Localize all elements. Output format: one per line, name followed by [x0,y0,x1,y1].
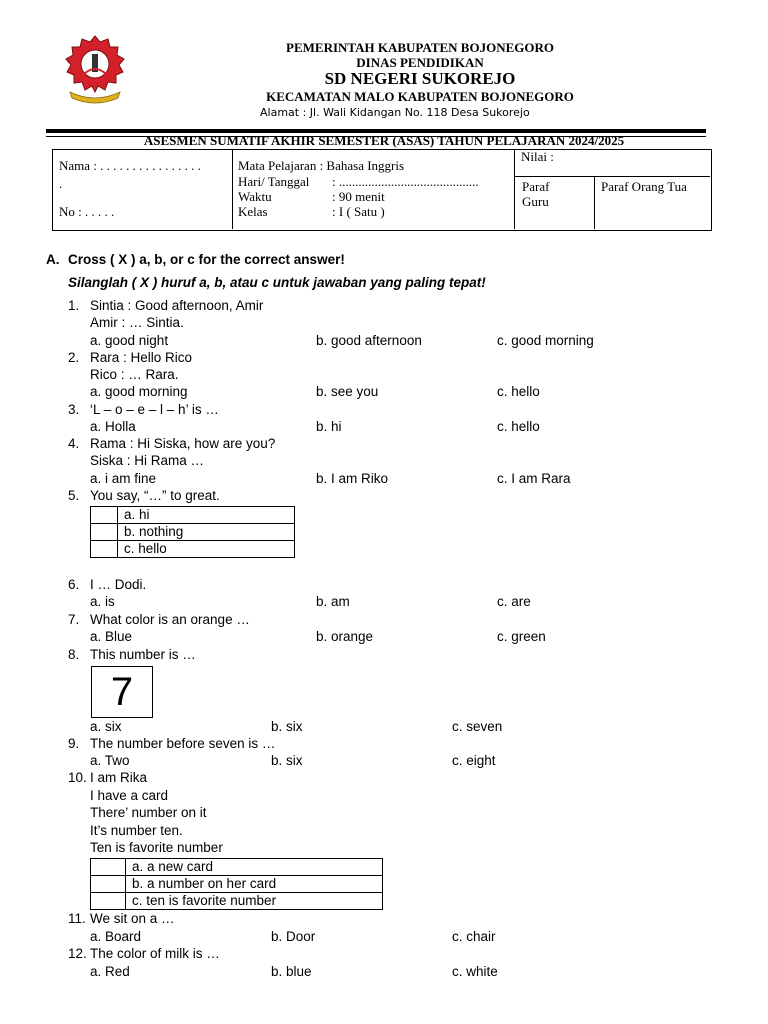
q7-number: 7. [68,612,80,627]
q5-option-row-b[interactable] [91,524,295,541]
q4-option-c[interactable]: c. I am Rara [497,471,571,486]
q5-checkbox-c[interactable] [91,541,118,558]
subject-field: Mata Pelajaran : Bahasa Inggris [238,158,405,173]
parent-sign-label: Paraf Orang Tua [601,179,687,194]
time-label: Waktu [238,189,272,204]
q5-option-row-a[interactable] [91,507,295,524]
q10-line2: I have a card [90,788,169,803]
q4-option-b[interactable]: b. I am Riko [316,471,389,486]
q2-line2: Rico : … Rara. [90,367,179,382]
info-divider-4 [594,176,595,229]
q11-option-c[interactable]: c. chair [452,929,496,944]
regency-emblem-logo [62,34,128,104]
q8-option-c[interactable]: c. seven [452,719,503,734]
q1-option-a[interactable]: a. good night [90,333,169,348]
number-field: No : . . . . . [59,204,115,219]
q10-option-row-b[interactable] [91,876,383,893]
q10-line1: I am Rika [90,770,148,785]
time-value: : 90 menit [332,189,385,204]
q5-line1: You say, “…” to great. [90,488,220,503]
info-divider-2 [514,149,515,229]
q10-option-row-c[interactable] [91,893,383,910]
q10-checkbox-b[interactable] [91,876,126,893]
q12-number: 12. [68,946,87,961]
q5-options-table [90,506,295,558]
q1-option-c[interactable]: c. good morning [497,333,594,348]
q6-option-a[interactable]: a. is [90,594,115,609]
q10-option-a: a. a new card [126,859,383,876]
q3-option-c[interactable]: c. hello [497,419,540,434]
q2-line1: Rara : Hello Rico [90,350,193,365]
q12-line1: The color of milk is … [90,946,220,961]
q10-line4: It’s number ten. [90,823,183,838]
q1-line2: Amir : … Sintia. [90,315,184,330]
name-field-dot: . [59,176,63,191]
q3-line1: ‘L – o – e – l – h’ is … [90,402,219,417]
q10-line5: Ten is favorite number [90,840,223,855]
q10-number: 10. [68,770,87,785]
q5-option-b: b. nothing [118,524,295,541]
q4-line1: Rama : Hi Siska, how are you? [90,436,276,451]
q9-option-b[interactable]: b. six [271,753,303,768]
q6-option-c[interactable]: c. are [497,594,531,609]
section-instruction: Cross ( X ) a, b, or c for the correct answer! [68,252,345,267]
q5-number: 5. [68,488,80,503]
q3-number: 3. [68,402,80,417]
teacher-sign-label-2: Guru [522,194,549,209]
q9-option-c[interactable]: c. eight [452,753,496,768]
header-district: KECAMATAN MALO KABUPATEN BOJONEGORO [266,89,574,104]
q5-option-c: c. hello [118,541,295,558]
q2-option-b[interactable]: b. see you [316,384,379,399]
q5-option-a: a. hi [118,507,295,524]
q11-line1: We sit on a … [90,911,175,926]
q2-option-c[interactable]: c. hello [497,384,540,399]
q4-line2: Siska : Hi Rama … [90,453,205,468]
q11-option-b[interactable]: b. Door [271,929,316,944]
q11-number: 11. [68,911,86,926]
q12-option-c[interactable]: c. white [452,964,498,979]
info-divider-3 [514,176,710,177]
name-field: Nama : . . . . . . . . . . . . . . . . [59,158,201,173]
q7-option-b[interactable]: b. orange [316,629,374,644]
class-label: Kelas [238,204,268,219]
header-department: DINAS PENDIDIKAN [356,55,484,70]
q7-line1: What color is an orange … [90,612,250,627]
q8-option-b[interactable]: b. six [271,719,303,734]
q5-option-row-c[interactable] [91,541,295,558]
q12-option-a[interactable]: a. Red [90,964,130,979]
info-divider-1 [232,149,233,229]
q10-checkbox-a[interactable] [91,859,126,876]
q9-line1: The number before seven is … [90,736,276,751]
header-government: PEMERINTAH KABUPATEN BOJONEGORO [286,40,554,55]
q6-number: 6. [68,577,80,592]
exam-title: ASESMEN SUMATIF AKHIR SEMESTER (ASAS) TAHUN PELAJARAN 2024/2025 [143,133,625,148]
q3-option-b[interactable]: b. hi [316,419,342,434]
section-instruction-indonesian: Silanglah ( X ) huruf a, b, atau c untuk jawaban yang paling tepat! [68,275,486,290]
teacher-sign-label-1: Paraf [522,179,550,194]
date-label: Hari/ Tanggal [238,174,310,189]
q6-option-b[interactable]: b. am [316,594,350,609]
q9-option-a[interactable]: a. Two [90,753,130,768]
q1-option-b[interactable]: b. good afternoon [316,333,422,348]
q10-options-table [90,858,383,910]
q10-checkbox-c[interactable] [91,893,126,910]
q9-number: 9. [68,736,80,751]
q1-line1: Sintia : Good afternoon, Amir [90,298,264,313]
q4-option-a[interactable]: a. i am fine [90,471,157,486]
q4-number: 4. [68,436,80,451]
header-school-name: SD NEGERI SUKOREJO [324,69,516,88]
q7-option-c[interactable]: c. green [497,629,546,644]
q2-option-a[interactable]: a. good morning [90,384,188,399]
score-field: Nilai : [521,149,554,164]
section-label: A. [46,252,60,267]
q10-option-c: c. ten is favorite number [126,893,383,910]
q6-line1: I … Dodi. [90,577,147,592]
q8-number: 8. [68,647,80,662]
q7-option-a[interactable]: a. Blue [90,629,133,644]
q12-option-b[interactable]: b. blue [271,964,312,979]
q2-number: 2. [68,350,80,365]
q5-checkbox-a[interactable] [91,507,118,524]
q8-number-figure: 7 [91,666,153,718]
q8-line1: This number is … [90,647,196,662]
q10-option-row-a[interactable] [91,859,383,876]
date-value: : ........................................... [332,174,479,189]
q11-option-a[interactable]: a. Board [90,929,142,944]
class-value: : I ( Satu ) [332,204,385,219]
header-address: Alamat : Jl. Wali Kidangan No. 118 Desa Sukorejo [260,106,530,119]
q5-checkbox-b[interactable] [91,524,118,541]
q10-line3: There’ number on it [90,805,207,820]
q8-option-a[interactable]: a. six [90,719,122,734]
q10-option-b: b. a number on her card [126,876,383,893]
q3-option-a[interactable]: a. Holla [90,419,136,434]
q1-number: 1. [68,298,80,313]
